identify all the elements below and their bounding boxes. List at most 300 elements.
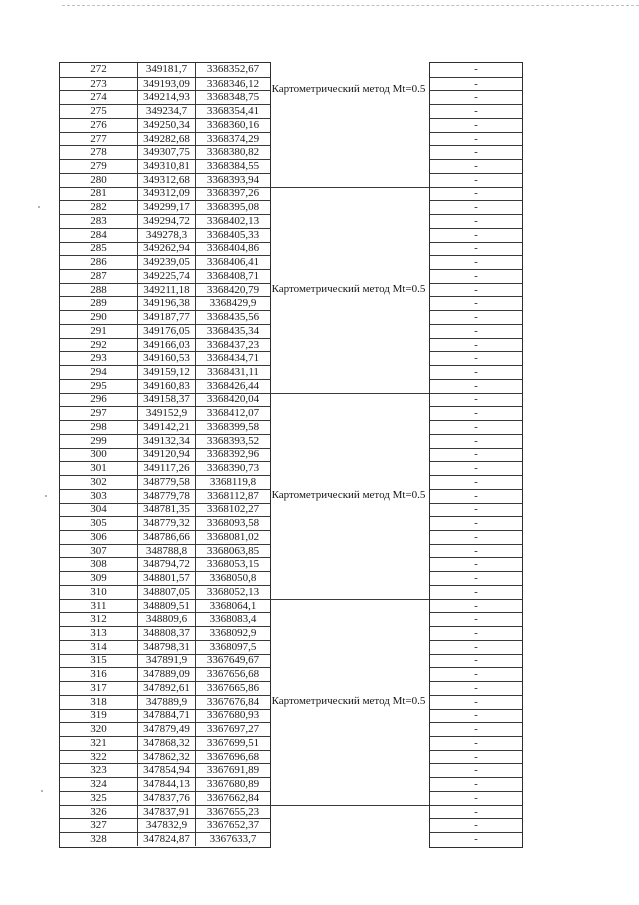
dash-cell: - — [474, 187, 478, 200]
y-coordinate-cell: 3368431,11 — [207, 366, 259, 379]
group-separator-line — [268, 393, 429, 394]
point-number-cell: 286 — [60, 256, 138, 269]
table-row — [60, 805, 270, 819]
table-row — [430, 104, 522, 118]
point-number-cell: 296 — [60, 394, 138, 407]
x-coordinate-cell: 347854,94 — [138, 764, 196, 777]
table-row — [430, 296, 522, 310]
table-row — [430, 750, 522, 764]
table-row — [60, 654, 270, 668]
y-coordinate-cell: 3368374,29 — [206, 132, 260, 145]
point-number-cell: 289 — [60, 297, 138, 310]
y-coordinate-cell: 3367655,23 — [206, 805, 260, 818]
table-row — [430, 667, 522, 681]
dash-cell: - — [474, 160, 478, 172]
table-row — [60, 77, 270, 91]
dash-cell: - — [474, 736, 478, 749]
table-row — [60, 324, 270, 338]
table-row — [430, 695, 522, 709]
y-coordinate-cell: 3368102,27 — [206, 503, 260, 516]
table-row — [60, 461, 270, 475]
table-row — [430, 200, 522, 214]
point-number-cell: 325 — [60, 792, 138, 805]
table-row — [60, 187, 270, 201]
y-coordinate-cell: 3368083,4 — [209, 613, 257, 626]
x-coordinate-cell: 349310,81 — [138, 160, 196, 173]
y-coordinate-cell: 3368063,85 — [206, 544, 260, 557]
table-row — [60, 667, 270, 681]
table-row — [430, 722, 522, 736]
dash-cell: - — [474, 214, 478, 227]
table-row — [430, 585, 522, 599]
y-coordinate-cell: 3367662,84 — [206, 791, 260, 804]
dash-cell: - — [474, 791, 478, 804]
table-row — [60, 132, 270, 146]
point-number-cell: 324 — [60, 778, 138, 791]
point-number-cell: 298 — [60, 421, 138, 434]
point-number-cell: 300 — [60, 449, 138, 462]
table-row — [60, 516, 270, 530]
dash-cell: - — [474, 681, 478, 694]
point-number-cell: 311 — [60, 600, 138, 613]
table-row — [430, 118, 522, 132]
table-row — [60, 818, 270, 832]
dash-cell: - — [474, 572, 478, 585]
table-row — [430, 640, 522, 654]
dash-cell: - — [474, 585, 478, 598]
y-coordinate-cell: 3368405,33 — [206, 228, 260, 241]
y-coordinate-cell: 3368081,02 — [206, 530, 260, 543]
x-coordinate-cell: 348809,51 — [138, 600, 196, 613]
table-row — [60, 722, 270, 736]
table-row — [60, 118, 270, 132]
point-number-cell: 302 — [60, 476, 138, 489]
dash-cell: - — [474, 324, 478, 337]
y-coordinate-cell: 3368429,9 — [209, 297, 257, 310]
table-row — [430, 406, 522, 420]
method-label: Картометрический метод Mt=0.5 — [271, 282, 426, 295]
y-coordinate-cell: 3368434,71 — [206, 352, 260, 365]
table-row — [430, 791, 522, 805]
table-row — [430, 420, 522, 434]
table-row — [430, 90, 522, 104]
x-coordinate-cell: 349160,83 — [138, 380, 196, 393]
point-number-cell: 299 — [60, 435, 138, 448]
point-number-cell: 273 — [60, 78, 138, 91]
dash-cell: - — [474, 517, 478, 530]
x-coordinate-cell: 349160,53 — [138, 352, 196, 365]
dash-cell: - — [474, 283, 478, 296]
x-coordinate-cell: 349239,05 — [138, 256, 196, 269]
table-row — [430, 599, 522, 613]
x-coordinate-cell: 349312,68 — [138, 174, 196, 187]
table-row — [430, 351, 522, 365]
table-row — [60, 791, 270, 805]
point-number-cell: 292 — [60, 339, 138, 352]
table-row — [430, 434, 522, 448]
x-coordinate-cell: 347879,49 — [138, 723, 196, 736]
x-coordinate-cell: 349176,05 — [138, 325, 196, 338]
y-coordinate-cell: 3367699,51 — [206, 736, 260, 749]
scan-artifact-speck — [38, 206, 40, 208]
coordinates-table — [59, 62, 271, 848]
x-coordinate-cell: 349187,77 — [138, 311, 196, 324]
dash-cell: - — [474, 118, 478, 131]
y-coordinate-cell: 3368435,56 — [206, 311, 260, 324]
table-row — [60, 145, 270, 159]
table-row — [60, 365, 270, 379]
x-coordinate-cell: 349234,7 — [138, 105, 196, 118]
x-coordinate-cell: 347889,9 — [138, 696, 196, 709]
x-coordinate-cell: 349142,21 — [138, 421, 196, 434]
table-row — [60, 448, 270, 462]
y-coordinate-cell: 3367665,86 — [206, 681, 260, 694]
table-row — [60, 750, 270, 764]
table-row — [430, 242, 522, 256]
table-row — [430, 777, 522, 791]
dash-cell: - — [474, 311, 478, 324]
x-coordinate-cell: 349120,94 — [138, 449, 196, 462]
x-coordinate-cell: 349250,34 — [138, 119, 196, 132]
dash-cell: - — [474, 764, 478, 777]
point-number-cell: 327 — [60, 819, 138, 832]
x-coordinate-cell: 349196,38 — [138, 297, 196, 310]
y-coordinate-cell: 3368390,73 — [206, 462, 260, 475]
table-row — [60, 228, 270, 242]
table-row — [430, 516, 522, 530]
table-row — [430, 255, 522, 269]
dash-cell: - — [474, 640, 478, 653]
table-row — [60, 599, 270, 613]
y-coordinate-cell: 3368412,07 — [206, 407, 260, 420]
point-number-cell: 305 — [60, 517, 138, 530]
y-coordinate-cell: 3368392,96 — [206, 448, 260, 461]
dash-cell: - — [474, 269, 478, 282]
point-number-cell: 278 — [60, 146, 138, 159]
point-number-cell: 320 — [60, 723, 138, 736]
x-coordinate-cell: 349158,37 — [138, 394, 196, 407]
table-row — [60, 777, 270, 791]
dash-cell: - — [474, 709, 478, 722]
table-row — [430, 709, 522, 723]
point-number-cell: 297 — [60, 407, 138, 420]
x-coordinate-cell: 349262,94 — [138, 243, 196, 256]
table-row — [430, 626, 522, 640]
point-number-cell: 319 — [60, 710, 138, 723]
dash-cell: - — [474, 420, 478, 433]
table-row — [60, 475, 270, 489]
y-coordinate-cell: 3368435,34 — [206, 324, 260, 337]
table-row — [430, 269, 522, 283]
y-coordinate-cell: 3368406,41 — [206, 256, 260, 269]
point-number-cell: 309 — [60, 572, 138, 585]
y-coordinate-cell: 3368402,13 — [206, 214, 260, 227]
x-coordinate-cell: 349159,12 — [138, 366, 196, 379]
dash-cell: - — [474, 599, 478, 612]
y-coordinate-cell: 3368050,8 — [209, 572, 257, 585]
dash-cell: - — [474, 173, 478, 186]
y-coordinate-cell: 3368393,52 — [206, 434, 260, 447]
x-coordinate-cell: 349214,93 — [138, 91, 196, 104]
point-number-cell: 274 — [60, 91, 138, 104]
point-number-cell: 301 — [60, 462, 138, 475]
y-coordinate-cell: 3368395,08 — [206, 201, 260, 214]
dash-cell: - — [474, 297, 478, 310]
y-coordinate-cell: 3368397,26 — [206, 187, 260, 200]
y-coordinate-cell: 3368426,44 — [206, 379, 260, 392]
x-coordinate-cell: 347832,9 — [138, 819, 196, 832]
point-number-cell: 284 — [60, 229, 138, 242]
table-row — [430, 214, 522, 228]
dash-cell: - — [474, 434, 478, 447]
table-row — [430, 324, 522, 338]
dash-cell: - — [474, 146, 478, 159]
point-number-cell: 290 — [60, 311, 138, 324]
table-row — [60, 434, 270, 448]
table-row — [60, 283, 270, 297]
dash-cell: - — [474, 77, 478, 90]
dash-cell: - — [474, 228, 478, 241]
table-row — [430, 805, 522, 819]
y-coordinate-cell: 3367680,89 — [206, 778, 260, 791]
x-coordinate-cell: 347824,87 — [138, 833, 196, 846]
table-row — [430, 63, 522, 77]
table-row — [430, 338, 522, 352]
scan-artifact-speck — [41, 790, 43, 792]
table-row — [60, 571, 270, 585]
y-coordinate-cell: 3368420,79 — [206, 283, 260, 296]
dash-cell: - — [474, 723, 478, 736]
dash-cell: - — [474, 626, 478, 639]
y-coordinate-cell: 3368408,71 — [206, 269, 260, 282]
table-row — [60, 503, 270, 517]
table-row — [430, 310, 522, 324]
x-coordinate-cell: 349282,68 — [138, 133, 196, 146]
point-number-cell: 313 — [60, 627, 138, 640]
point-number-cell: 275 — [60, 105, 138, 118]
table-row — [430, 448, 522, 462]
y-coordinate-cell: 3368092,9 — [209, 626, 257, 639]
table-row — [430, 681, 522, 695]
y-coordinate-cell: 3368380,82 — [206, 146, 260, 159]
y-coordinate-cell: 3367633,7 — [209, 832, 257, 845]
table-row — [60, 159, 270, 173]
table-row — [430, 379, 522, 393]
y-coordinate-cell: 3368437,23 — [206, 338, 260, 351]
table-row — [60, 640, 270, 654]
y-coordinate-cell: 3368384,55 — [206, 160, 260, 172]
x-coordinate-cell: 347868,32 — [138, 737, 196, 750]
y-coordinate-cell: 3368360,16 — [206, 118, 260, 131]
table-row — [430, 461, 522, 475]
method-label: Картометрический метод Mt=0.5 — [271, 488, 426, 501]
table-row — [430, 159, 522, 173]
table-row — [60, 530, 270, 544]
table-row — [430, 571, 522, 585]
point-number-cell: 312 — [60, 613, 138, 626]
point-number-cell: 326 — [60, 806, 138, 819]
dash-cell: - — [474, 832, 478, 845]
scan-artifact-speck — [45, 495, 47, 497]
x-coordinate-cell: 349166,03 — [138, 339, 196, 352]
y-coordinate-cell: 3368064,1 — [209, 599, 257, 612]
x-coordinate-cell: 347892,61 — [138, 682, 196, 695]
table-row — [60, 763, 270, 777]
y-coordinate-cell: 3367676,84 — [206, 695, 260, 708]
x-coordinate-cell: 349152,9 — [138, 407, 196, 420]
point-number-cell: 282 — [60, 201, 138, 214]
table-row — [430, 763, 522, 777]
x-coordinate-cell: 349132,34 — [138, 435, 196, 448]
y-coordinate-cell: 3368053,15 — [206, 558, 260, 571]
table-row — [60, 585, 270, 599]
x-coordinate-cell: 348794,72 — [138, 558, 196, 571]
table-row — [60, 736, 270, 750]
x-coordinate-cell: 348808,37 — [138, 627, 196, 640]
dash-cell: - — [474, 489, 478, 502]
table-row — [430, 132, 522, 146]
point-number-cell: 328 — [60, 833, 138, 846]
dash-cell: - — [474, 654, 478, 667]
dash-cell: - — [474, 91, 478, 104]
x-coordinate-cell: 348798,31 — [138, 641, 196, 654]
table-row — [430, 283, 522, 297]
dash-cell: - — [474, 544, 478, 557]
table-row — [430, 544, 522, 558]
dash-cell: - — [474, 352, 478, 365]
table-row — [60, 379, 270, 393]
x-coordinate-cell: 349307,75 — [138, 146, 196, 159]
table-row — [430, 612, 522, 626]
x-coordinate-cell: 347884,71 — [138, 710, 196, 723]
table-row — [60, 351, 270, 365]
y-coordinate-cell: 3368052,13 — [206, 585, 260, 598]
table-row — [430, 736, 522, 750]
group-separator-line — [268, 187, 429, 188]
point-number-cell: 307 — [60, 545, 138, 558]
y-coordinate-cell: 3368354,41 — [206, 105, 260, 118]
table-row — [60, 420, 270, 434]
point-number-cell: 281 — [60, 188, 138, 201]
x-coordinate-cell: 348781,35 — [138, 504, 196, 517]
x-coordinate-cell: 348788,8 — [138, 545, 196, 558]
dash-cell: - — [474, 778, 478, 791]
y-coordinate-cell: 3368097,5 — [209, 640, 257, 653]
dash-cell: - — [474, 462, 478, 475]
x-coordinate-cell: 347891,9 — [138, 655, 196, 668]
x-coordinate-cell: 347862,32 — [138, 751, 196, 764]
x-coordinate-cell: 347844,13 — [138, 778, 196, 791]
table-row — [60, 255, 270, 269]
point-number-cell: 303 — [60, 490, 138, 503]
y-coordinate-cell: 3367656,68 — [206, 668, 260, 681]
point-number-cell: 277 — [60, 133, 138, 146]
y-coordinate-cell: 3368404,86 — [206, 242, 260, 255]
point-number-cell: 280 — [60, 174, 138, 187]
table-row — [430, 475, 522, 489]
point-number-cell: 321 — [60, 737, 138, 750]
y-coordinate-cell: 3368119,8 — [209, 475, 257, 488]
y-coordinate-cell: 3368093,58 — [206, 517, 260, 530]
table-row — [60, 338, 270, 352]
table-row — [60, 406, 270, 420]
x-coordinate-cell: 349211,18 — [138, 284, 196, 297]
table-row — [430, 489, 522, 503]
table-row — [430, 393, 522, 407]
table-row — [60, 695, 270, 709]
table-row — [60, 173, 270, 187]
dash-cell: - — [474, 805, 478, 818]
y-coordinate-cell: 3367697,27 — [206, 723, 260, 736]
y-coordinate-cell: 3367680,93 — [206, 709, 260, 722]
method-label: Картометрический метод Mt=0.5 — [271, 83, 426, 96]
scan-artifact-dashed-line — [62, 5, 639, 6]
table-row — [60, 612, 270, 626]
group-separator-line — [268, 805, 429, 806]
point-number-cell: 314 — [60, 641, 138, 654]
x-coordinate-cell: 349181,7 — [138, 63, 196, 77]
x-coordinate-cell: 347837,76 — [138, 792, 196, 805]
table-row — [60, 557, 270, 571]
x-coordinate-cell: 349117,26 — [138, 462, 196, 475]
method-label: Картометрический метод Mt=0.5 — [271, 694, 426, 707]
point-number-cell: 322 — [60, 751, 138, 764]
dash-cell: - — [474, 201, 478, 214]
y-coordinate-cell: 3368348,75 — [206, 91, 260, 104]
point-number-cell: 316 — [60, 668, 138, 681]
point-number-cell: 276 — [60, 119, 138, 132]
table-row — [430, 145, 522, 159]
x-coordinate-cell: 348801,57 — [138, 572, 196, 585]
dash-cell: - — [474, 613, 478, 626]
table-row — [430, 557, 522, 571]
table-row — [60, 489, 270, 503]
table-row — [60, 393, 270, 407]
y-coordinate-cell: 3367696,68 — [206, 750, 260, 763]
table-row — [430, 365, 522, 379]
table-row — [430, 818, 522, 832]
x-coordinate-cell: 349193,09 — [138, 78, 196, 91]
table-row — [430, 77, 522, 91]
table-row — [60, 681, 270, 695]
table-row — [60, 214, 270, 228]
point-number-cell: 308 — [60, 558, 138, 571]
point-number-cell: 315 — [60, 655, 138, 668]
table-row — [430, 530, 522, 544]
y-coordinate-cell: 3367691,89 — [206, 764, 260, 777]
table-row — [60, 90, 270, 104]
x-coordinate-cell: 349312,09 — [138, 188, 196, 201]
point-number-cell: 272 — [60, 63, 138, 77]
dash-cell: - — [474, 530, 478, 543]
point-number-cell: 318 — [60, 696, 138, 709]
x-coordinate-cell: 348807,05 — [138, 586, 196, 599]
table-row — [430, 832, 522, 846]
dash-cell: - — [474, 393, 478, 406]
dash-cell: - — [474, 407, 478, 420]
table-row — [60, 832, 270, 846]
y-coordinate-cell: 3367649,67 — [206, 654, 260, 667]
dash-cell: - — [474, 750, 478, 763]
dash-cell: - — [474, 63, 478, 76]
table-row — [430, 173, 522, 187]
point-number-cell: 294 — [60, 366, 138, 379]
y-coordinate-cell: 3368352,67 — [206, 63, 260, 76]
y-coordinate-cell: 3368112,87 — [207, 489, 259, 502]
dash-cell: - — [474, 256, 478, 269]
dash-cell: - — [474, 503, 478, 516]
table-row — [60, 200, 270, 214]
